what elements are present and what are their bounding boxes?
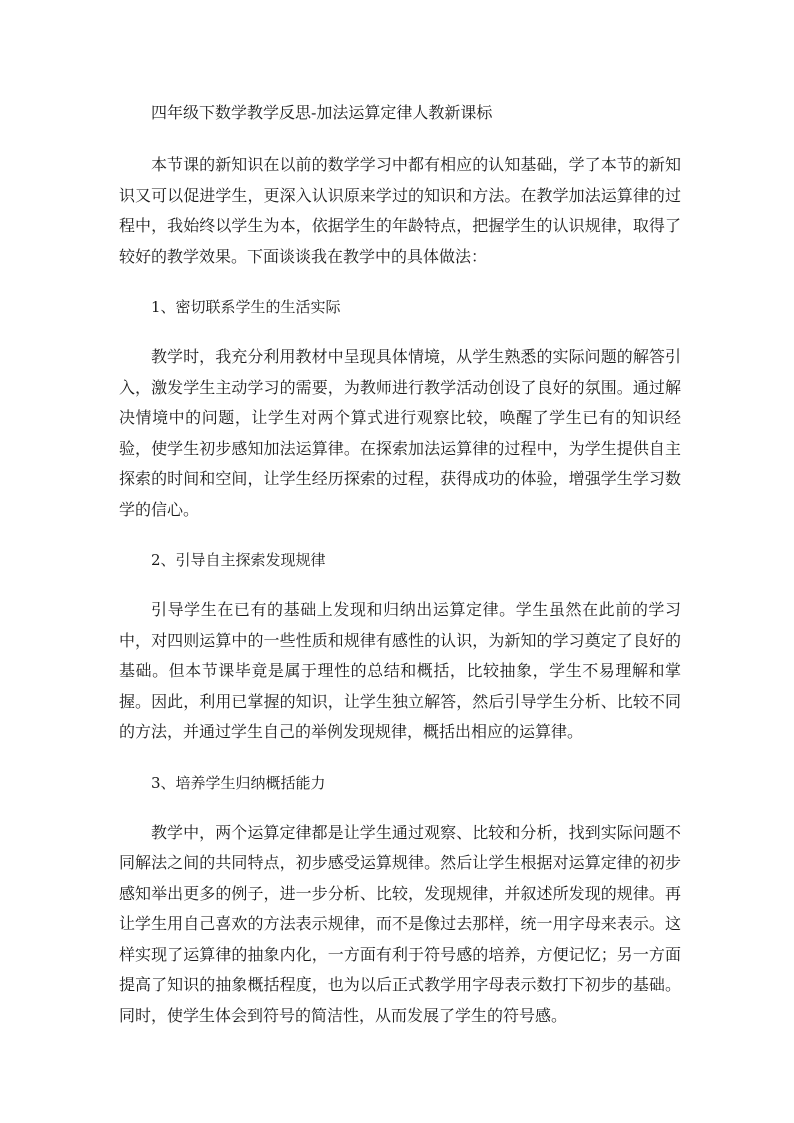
section-body-2: 引导学生在已有的基础上发现和归纳出运算定律。学生虽然在此前的学习中，对四则运算中的一些性质和规律有感性的认识，为新知的学习奠定了良好的基础。但本节课毕竟是属于理性的总结和概括，比较抽象，学生不易理解和掌握。因此，利用已掌握的知识，让学生独立解答，然后引导学生分析、比较不同的方法，并通过学生自己的举例发现规律，概括出相应的运算律。 bbox=[119, 600, 681, 741]
section-body-1: 教学时，我充分利用教材中呈现具体情境，从学生熟悉的实际问题的解答引入，激发学生主动学习的需要，为教师进行教学活动创设了良好的氛围。通过解决情境中的问题，让学生对两个算式进行观察比较，唤醒了学生已有的知识经验，使学生初步感知加法运算律。在探索加法运算律的过程中，为学生提供自主探索的时间和空间，让学生经历探索的过程，获得成功的体验，增强学生学习数学的信心。 bbox=[119, 347, 681, 519]
document-title: 四年级下数学教学反思-加法运算定律人教新课标 bbox=[151, 103, 493, 122]
intro-paragraph: 本节课的新知识在以前的数学学习中都有相应的认知基础，学了本节的新知识又可以促进学生，更深入认识原来学过的知识和方法。在教学加法运算律的过程中，我始终以学生为本，依据学生的年龄特点，把握学生的认识规律，取得了较好的教学效果。下面谈谈我在教学中的具体做法： bbox=[119, 155, 681, 266]
section-heading-1: 1、密切联系学生的生活实际 bbox=[151, 298, 341, 316]
section-body-3: 教学中，两个运算定律都是让学生通过观察、比较和分析，找到实际问题不同解法之间的共同特点，初步感受运算规律。然后让学生根据对运算定律的初步感知举出更多的例子，进一步分析、比较，发现规律，并叙述所发现的规律。再让学生用自己喜欢的方法表示规律，而不是像过去那样，统一用字母来表示。这样实现了运算律的抽象内化，一方面有利于符号感的培养，方便记忆；另一方面提高了知识的抽象概括程度，也为以后正式教学用字母表示数打下初步的基础。同时，使学生体会到符号的简洁性，从而发展了学生的符号感。 bbox=[119, 822, 681, 1025]
section-heading-2: 2、引导自主探索发现规律 bbox=[151, 551, 326, 569]
document-content bbox=[119, 96, 681, 1031]
section-heading-3: 3、培养学生归纳概括能力 bbox=[151, 773, 326, 792]
